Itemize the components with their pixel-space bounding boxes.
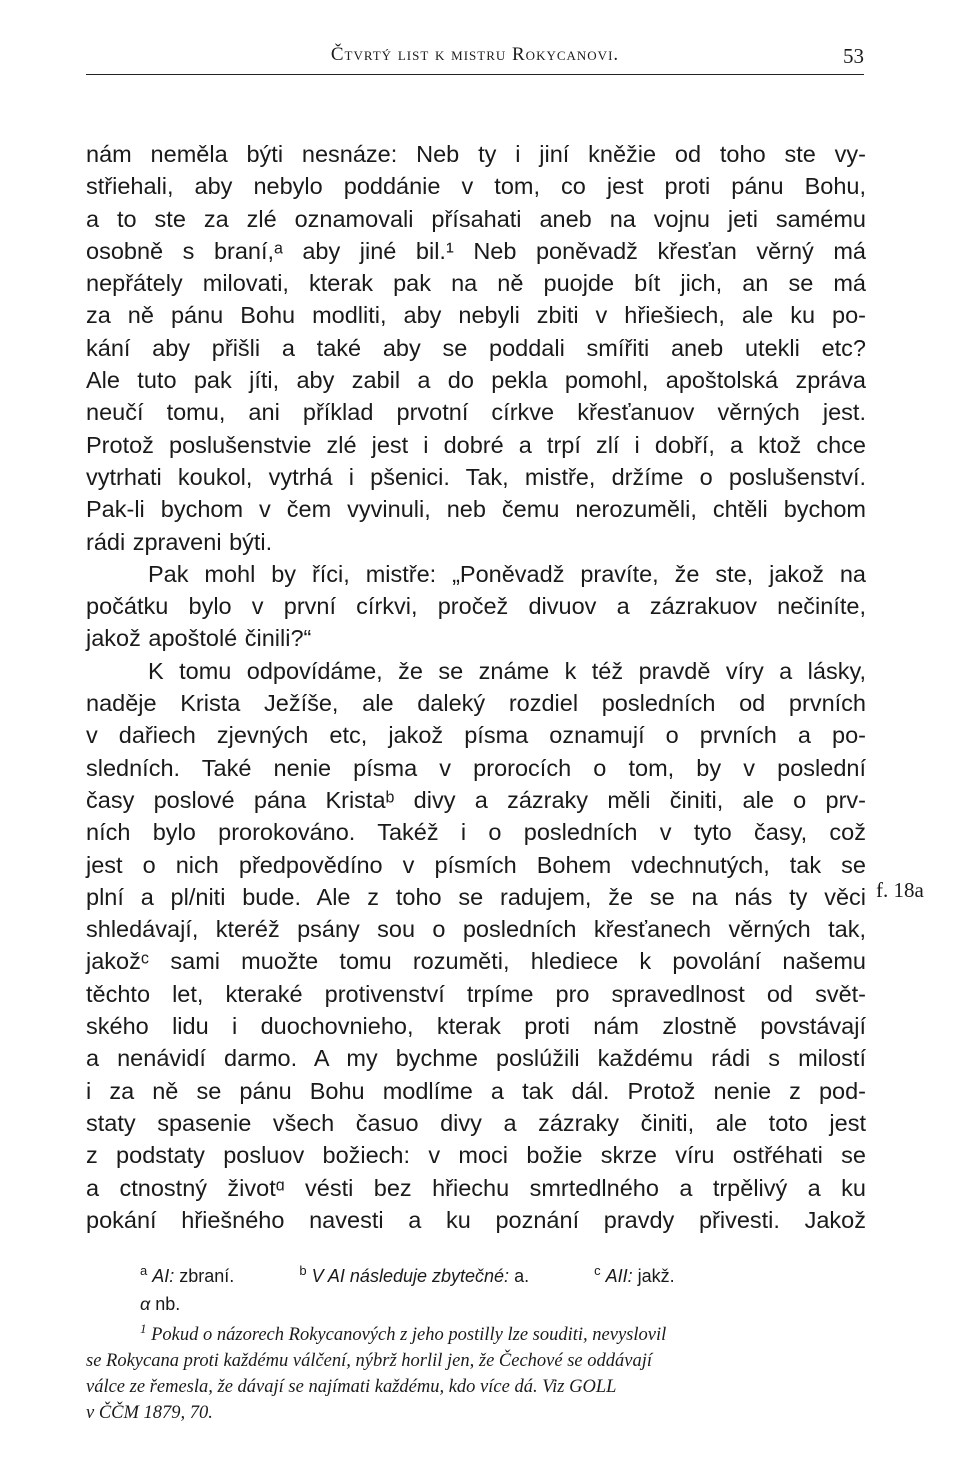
footnote-mark: 1	[140, 1320, 147, 1336]
text-line: počátku bylo v první církvi, pročež divuov a zázrakuov nečiníte,	[86, 593, 866, 620]
text-line: K tomu odpovídáme, že se známe k též pravdě víry a lásky,	[148, 657, 866, 684]
footnote-line: se Rokycana proti každému válčení, nýbrž horlil jen, že Čechové se oddávají	[86, 1351, 652, 1371]
body-text	[86, 138, 866, 1236]
footnote-line: Pokud o názorech Rokycanových z jeho postilly lze souditi, nevyslovil	[151, 1325, 667, 1345]
text-line: staty spasenie všech časuo divy a zázraky činiti, ale toto jest	[86, 1109, 866, 1136]
text-line: z podstaty posluov božiech: v moci božie skrze víru ostřéhati se	[86, 1142, 866, 1169]
text-line: sledních. Také nenie písma v prorocích o tom, by v poslední	[86, 754, 866, 781]
text-line: Pak-li bychom v čem vyvinuli, neb čemu nerozuměli, chtěli bychom	[86, 496, 866, 523]
apparatus-note-alpha: α nb.	[140, 1294, 181, 1314]
paragraph-3	[86, 655, 866, 1236]
apparatus-note-a: $^a$ AI: zbraní.	[140, 1263, 235, 1286]
critical-apparatus	[140, 1262, 860, 1318]
text-line: Pak mohl by říci, mistře: „Poněvadž pravíte, že ste, jakož na	[148, 560, 866, 587]
text-line: Ale tuto pak jíti, aby zabil a do pekla pomohl, apoštolská zpráva	[86, 367, 866, 394]
text-line: pokání hřiešného navesti a ku poznání pravdy přivesti. Jakož	[86, 1206, 866, 1233]
text-line: a nenávidí darmo. A my bychme poslúžili každému rádi s milostí	[86, 1045, 866, 1072]
text-line: nám neměla býti nesnáze: Neb ty i jiní kněžie od toho ste vy-	[86, 141, 866, 167]
folio-margin-note: f. 18a	[876, 878, 924, 902]
text-line: a ctnostný životᵅ vésti bez hřiechu smrtedlného a trpělivý a ku	[86, 1174, 866, 1201]
text-line: ních bylo prorokováno. Takéž i o posledních v tyto časy, což	[86, 819, 866, 846]
text-line: těchto let, kteraké protivenství trpíme pro spravedlnost od svět-	[86, 980, 866, 1007]
text-line: jakož apoštolé činili?“	[86, 625, 312, 652]
text-line: plní a pl/niti bude. Ale z toho se radujem, že se na nás ty věci	[86, 883, 866, 910]
paragraph-2	[86, 558, 866, 655]
text-line: osobně s braní,ᵃ aby jiné bil.¹ Neb poněvadž křesťan věrný má	[86, 237, 866, 264]
text-line: a to ste za zlé oznamovali přísahati aneb na vojnu jeti samému	[86, 205, 866, 232]
text-line: jakožᶜ sami muožte tomu rozuměti, hlediece k povolání našemu	[86, 948, 866, 975]
text-line: shledávají, kteréž psány sou o posledních křesťanech věrných tak,	[86, 916, 866, 943]
paragraph-1	[86, 138, 866, 558]
text-line: střiehali, aby nebylo poddánie v tom, co jest proti pánu Bohu,	[86, 173, 866, 200]
text-line: za ně pánu Bohu modliti, aby nebyli zbiti v hřiešiech, ale ku po-	[86, 302, 866, 329]
text-line: Protož poslušenstvie zlé jest i dobré a trpí zlí i dobří, a ktož chce	[86, 431, 866, 458]
text-line: vytrhati koukol, vytrhá i pšenici. Tak, mistře, držíme o poslušenství.	[86, 463, 866, 490]
running-head: Čtvrtý list k mistru Rokycanovi.	[330, 44, 620, 65]
text-line: naděje Krista Ježíše, ale daleký rozdiel posledních od prvních	[86, 690, 866, 717]
footnote-line: válce ze řemesla, že dávají se najímati každému, kdo více dá. Viz GOLL	[86, 1377, 617, 1397]
text-line: nepřátely milovati, kterak pak na ně puojde bít jich, an se má	[86, 270, 866, 297]
apparatus-note-c: $^c$ AII: jakž.	[594, 1263, 675, 1286]
text-line: v dařiech zjevných etc, jakož písma oznamují o prvních a po-	[86, 722, 866, 749]
page-header	[86, 44, 864, 75]
text-line: neučí tomu, ani příklad prvotní církve křesťanuov věrných jest.	[86, 399, 866, 426]
text-line: jest o nich předpovědíno v písmích Bohem vdechnutých, tak se	[86, 851, 866, 878]
footnote-line: v ČČM 1879, 70.	[86, 1403, 213, 1423]
page-number: 53	[843, 44, 864, 68]
text-line: ského lidu i duochovnieho, kterak proti nám zlostně povstávají	[86, 1013, 866, 1040]
text-line: i za ně se pánu Bohu modlíme a tak dál. Protož nenie z pod-	[86, 1077, 866, 1104]
text-line: rádi zpraveni býti.	[86, 528, 273, 555]
text-line: kání aby přišli a také aby se poddali smířiti aneb utekli etc?	[86, 334, 866, 361]
apparatus-note-b: $^b$ V AI následuje zbytečné: a.	[299, 1263, 530, 1286]
footnote-1	[86, 1322, 868, 1426]
text-line: časy poslové pána Kristaᵇ divy a zázraky měli činiti, ale o prv-	[86, 786, 866, 813]
